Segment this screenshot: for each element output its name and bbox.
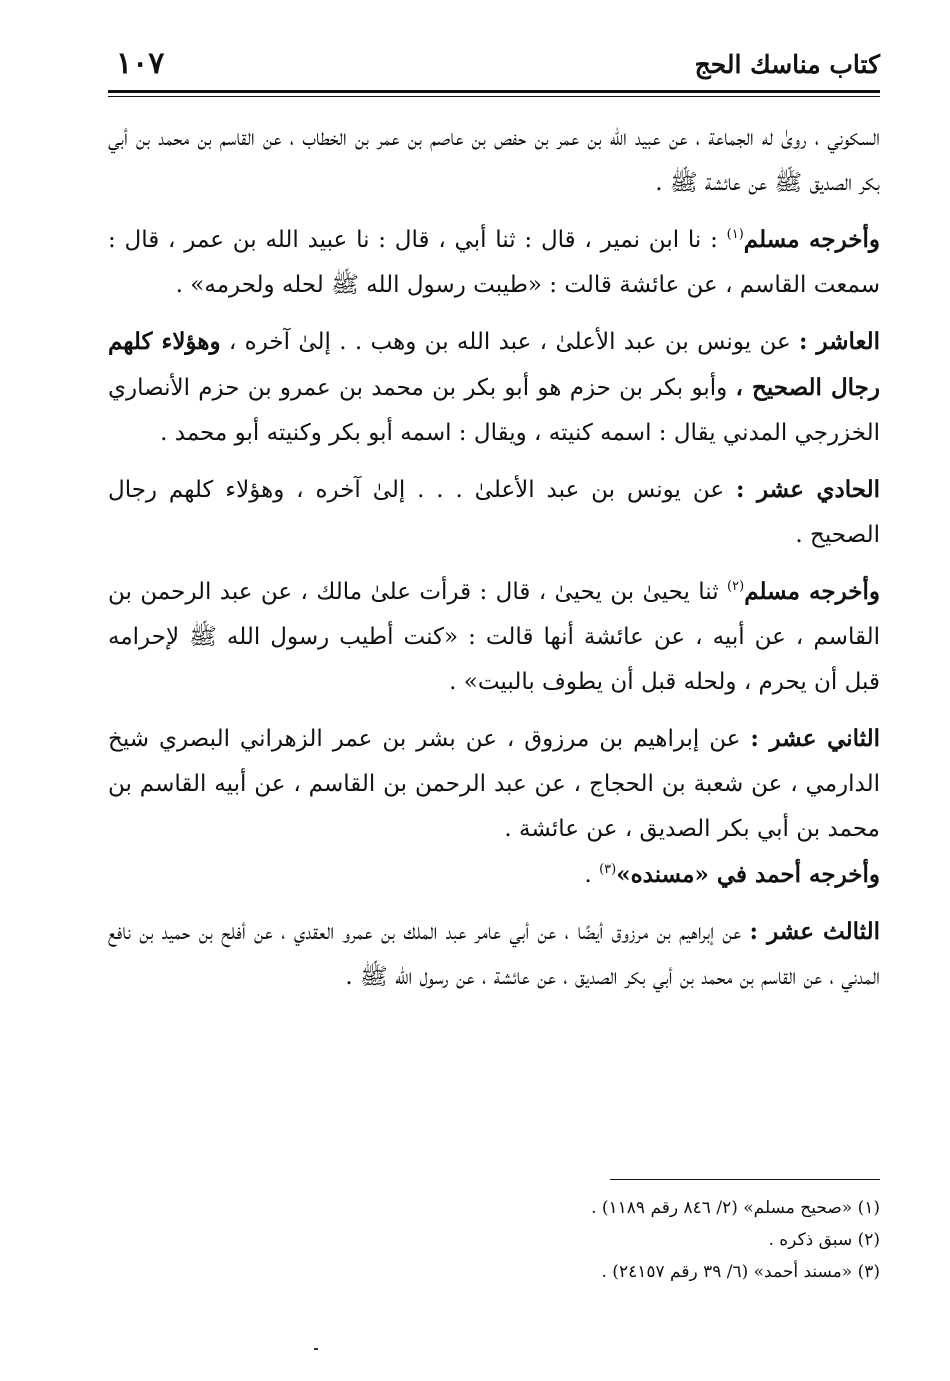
paragraph	[108, 116, 880, 206]
paragraph	[108, 319, 880, 456]
paragraph	[108, 852, 880, 898]
paragraph-text: السكوني ، روىٰ له الجماعة ، عن عبيد الله بن عمر بن حفص بن عاصم بن عمر بن الخطاب ، عن القاسم بن محمد بن أبي بكر الصديق ﷺ عن عائشة ﷺ .	[108, 125, 880, 196]
paragraph	[108, 217, 880, 308]
paragraph-lead: وأخرجه أحمد في «مسنده»	[616, 861, 880, 888]
paragraph-text: عن إبراهيم بن مرزوق أيضًا ، عن أبي عامر عبد الملك بن عمرو العقدي ، عن أفلح بن حميد بن نافع المدني ، عن القاسم بن محمد بن أبي بكر الصديق ، عن عائشة ، عن رسول الله ﷺ .	[108, 919, 880, 990]
paragraph-lead: العاشر :	[799, 328, 880, 355]
paragraph	[108, 909, 880, 1000]
paragraph-lead: الثاني عشر :	[750, 725, 880, 752]
header-rule-thick	[108, 90, 880, 93]
footnote: (١) «صحيح مسلم» (٢/ ٨٤٦ رقم ١١٨٩) .	[591, 1198, 880, 1218]
paragraph	[108, 716, 880, 852]
main-text	[108, 116, 880, 1000]
footnote: (٣) «مسند أحمد» (٦/ ٣٩ رقم ٢٤١٥٧) .	[601, 1262, 880, 1282]
paragraph-text: عن إبراهيم بن مرزوق ، عن بشر بن عمر الزهراني البصري شيخ الدارمي ، عن شعبة بن الحجاج ، عن عبد الرحمن بن القاسم ، عن أبيه القاسم بن محمد بن أبي بكر الصديق ، عن عائشة .	[108, 726, 880, 842]
paragraph-lead: الحادي عشر :	[735, 476, 880, 503]
page-speck	[314, 1348, 318, 1350]
paragraph-text: : نا ابن نمير ، قال : ثنا أبي ، قال : نا عبيد الله بن عمر ، قال : سمعت القاسم ، عن عائشة قالت : «طيبت رسول الله ﷺ لحله ولحرمه» .	[108, 227, 880, 298]
running-header	[108, 44, 880, 88]
header-rule-thin	[108, 96, 880, 97]
paragraph-text: ثنا يحيىٰ بن يحيىٰ ، قال : قرأت علىٰ مالك ، عن عبد الرحمن بن القاسم ، عن أبيه ، عن عائشة أنها قالت : «كنت أطيب رسول الله ﷺ لإحرامه قبل أن يحرم ، ولحله قبل أن يطوف بالبيت» .	[108, 579, 880, 695]
paragraph	[108, 467, 880, 558]
page-number: ١٠٧	[116, 46, 165, 81]
paragraph-text: عن يونس بن عبد الأعلىٰ . . . إلىٰ آخره ، وهؤلاء كلهم رجال الصحيح .	[108, 477, 880, 548]
running-title: كتاب مناسك الحج	[694, 50, 880, 79]
paragraph-lead: وأخرجه مسلم	[744, 578, 880, 605]
paragraph-text: عن يونس بن عبد الأعلىٰ ، عبد الله بن وهب . . إلىٰ آخره ،	[220, 329, 800, 355]
footnote: (٢) سبق ذكره .	[768, 1230, 880, 1250]
paragraph-lead: وأخرجه مسلم	[743, 226, 880, 253]
footnotes	[108, 1192, 880, 1288]
paragraph-emphasis: وهؤلاء كلهم رجال الصحيح ،	[108, 328, 880, 401]
footnote-separator	[610, 1179, 880, 1180]
footnote-ref: (٢)	[727, 579, 745, 594]
paragraph	[108, 569, 880, 705]
footnote-ref: (١)	[726, 227, 744, 242]
paragraph-text: .	[584, 862, 600, 888]
paragraph-lead: الثالث عشر :	[749, 918, 880, 945]
paragraph-text: وأبو بكر بن حزم هو أبو بكر بن محمد بن عمرو بن حزم الأنصاري الخزرجي المدني يقال : اسمه كنيته ، ويقال : اسمه أبو بكر وكنيته أبو محمد .	[108, 375, 880, 446]
footnote-ref: (٣)	[599, 862, 617, 877]
